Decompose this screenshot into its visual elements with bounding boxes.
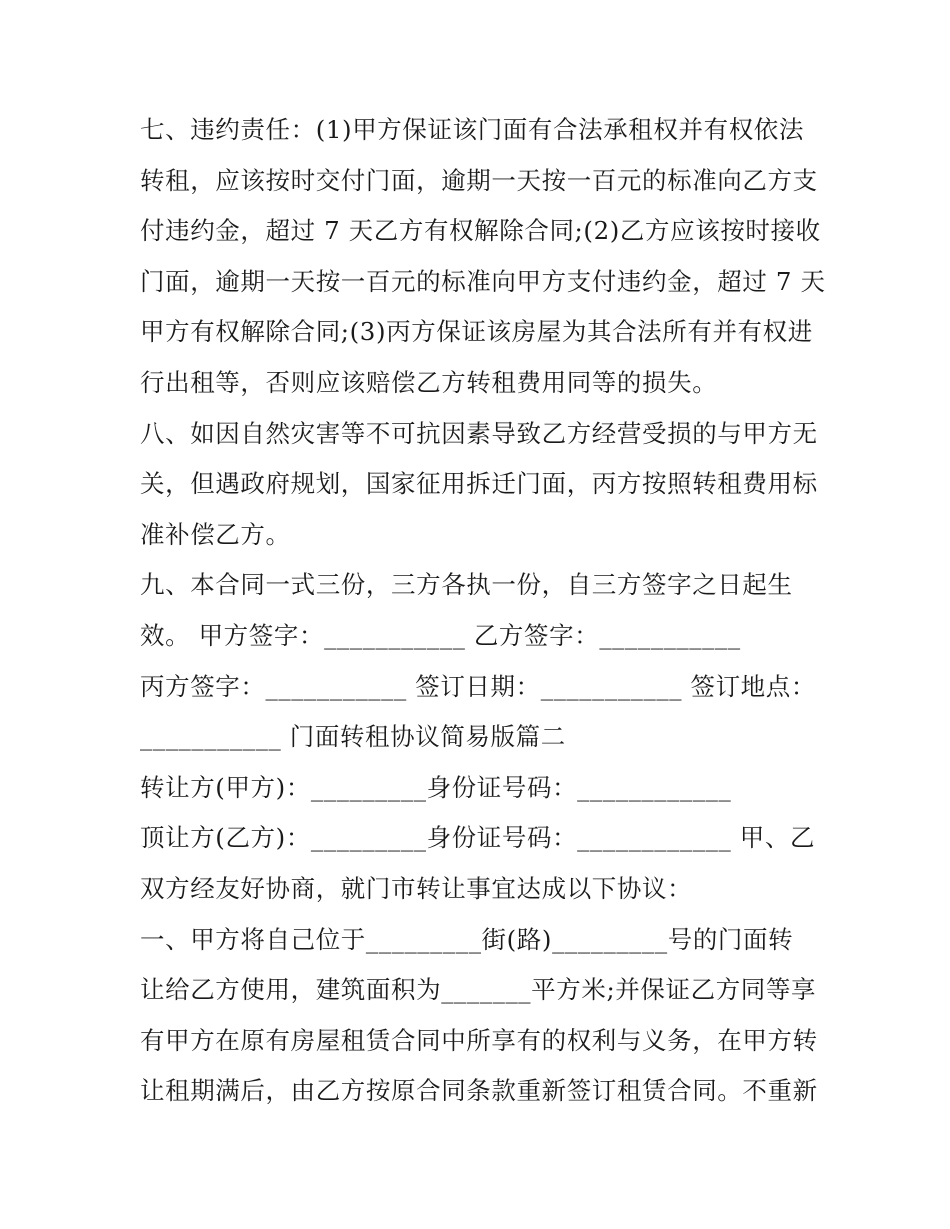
text-line: 转租，应该按时交付门面，逾期一天按一百元的标准向乙方支: [140, 165, 818, 195]
text-line: 准补偿乙方。: [140, 519, 291, 549]
text-line: 门面，逾期一天按一百元的标准向甲方支付违约金，超过 7 天: [140, 266, 826, 296]
document-page: [140, 105, 826, 1117]
text-line: 九、本合同一式三份，三方各执一份，自三方签字之日起生: [140, 570, 793, 600]
party-line: 转让方(甲方)：_________身份证号码：____________: [140, 772, 732, 802]
text-line: 关，但遇政府规划，国家征用拆迁门面，丙方按照转租费用标: [140, 469, 818, 499]
text-line: 八、如因自然灾害等不可抗因素导致乙方经营受损的与甲方无: [140, 418, 818, 448]
text-line: 让给乙方使用，建筑面积为_______平方米;并保证乙方同等享: [140, 975, 817, 1005]
text-line: 七、违约责任：(1)甲方保证该门面有合法承租权并有权依法: [140, 115, 805, 144]
text-line: 甲方有权解除合同;(3)丙方保证该房屋为其合法所有并有权进: [140, 317, 813, 347]
text-line: 双方经友好协商，就门市转让事宜达成以下协议：: [140, 873, 693, 903]
section-title-line: ___________ 门面转租协议简易版篇二: [140, 722, 566, 752]
text-line: 让租期满后，由乙方按原合同条款重新签订租赁合同。不重新: [140, 1076, 818, 1106]
text-line: 一、甲方将自己位于_________街(路)_________号的门面转: [140, 924, 794, 954]
party-line: 顶让方(乙方)：_________身份证号码：____________ 甲、乙: [140, 823, 816, 853]
signature-line: 丙方签字：___________ 签订日期：___________ 签订地点：: [140, 671, 816, 701]
text-line: 付违约金，超过 7 天乙方有权解除合同;(2)乙方应该按时接收: [140, 216, 821, 246]
text-line: 有甲方在原有房屋租赁合同中所享有的权利与义务，在甲方转: [140, 1025, 818, 1055]
text-line: 行出租等，否则应该赔偿乙方转租费用同等的损失。: [140, 367, 718, 397]
signature-line: 效。 甲方签字：___________ 乙方签字：___________: [140, 620, 741, 650]
